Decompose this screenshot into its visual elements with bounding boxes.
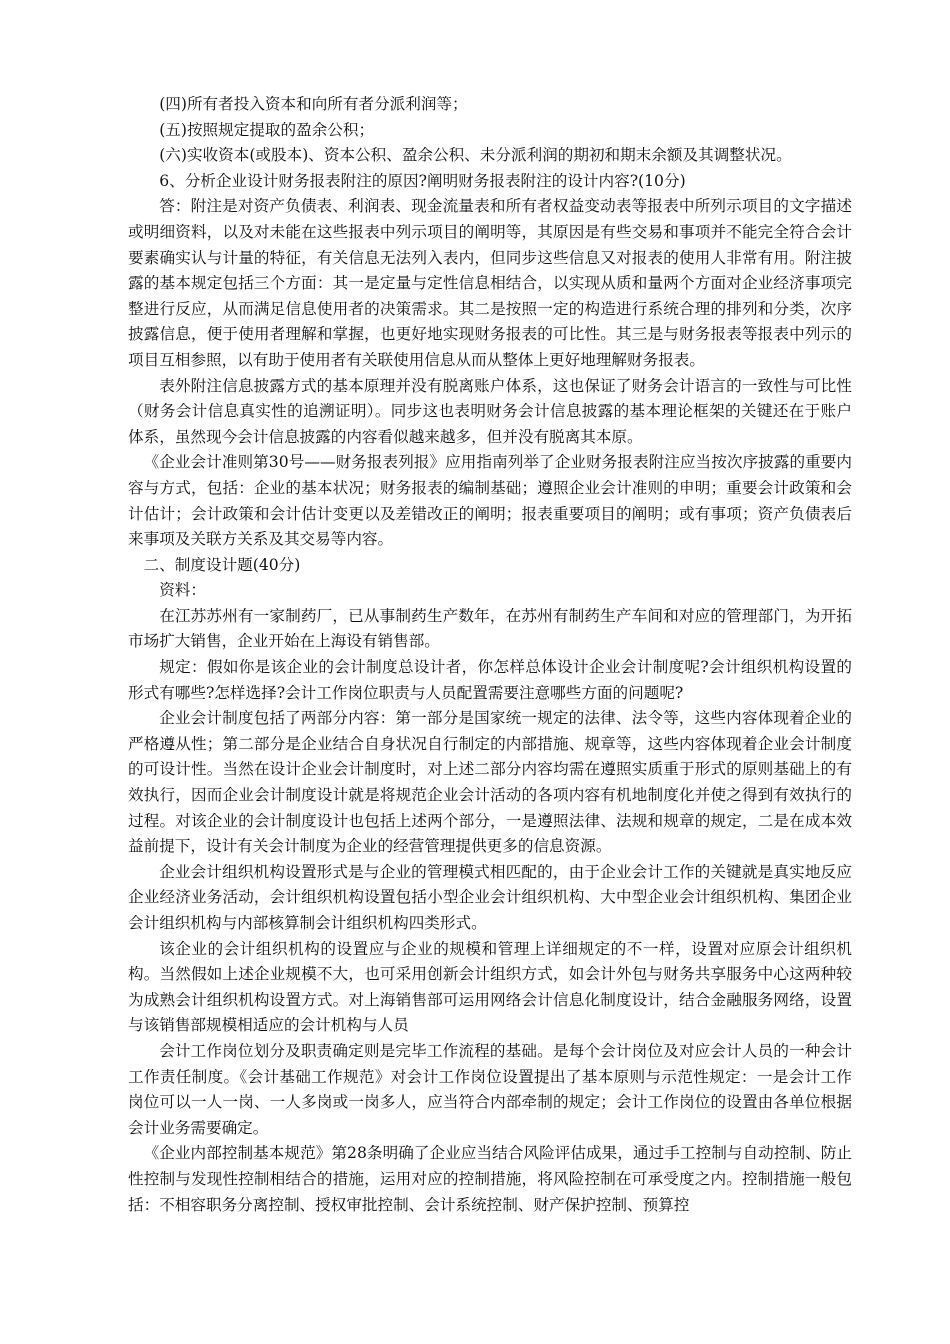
body-paragraph: 表外附注信息披露方式的基本原理并没有脱离账户体系，这也保证了财务会计语言的一致性与可比性（财务会计信息真实性的追溯证明）。同步这也表明财务会计信息披露的基本理论框架的关键还在于账户体系，虽然现今会计信息披露的内容看似越来越多，但并没有脱离其本原。 [128, 376, 852, 446]
list-item-5: (五)按照规定提取的盈余公积； [159, 120, 375, 139]
list-item-4: (四)所有者投入资本和向所有者分派利润等； [159, 95, 468, 113]
list-item-6: (六)实收资本(或股本)、资本公积、盈余公积、未分派利润的期初和期末余额及其调整状况。 [159, 146, 792, 165]
section-heading: 二、制度设计题(40分) [143, 555, 301, 574]
material-label: 资料： [159, 581, 206, 600]
body-paragraph: 企业会计组织机构设置形式是与企业的管理模式相匹配的，由于企业会计工作的关键就是真实地反应企业经济业务活动，会计组织机构设置包括小型企业会计组织机构、大中型企业会计组织机构、集团企业会计组织机构与内部核算制会计组织机构四类形式。 [128, 862, 852, 932]
body-paragraph: 该企业的会计组织机构的设置应与企业的规模和管理上详细规定的不一样，设置对应原会计组织机构。当然假如上述企业规模不大，也可采用创新会计组织方式，如会计外包与财务共享服务中心这两种较为成熟会计组织机构设置方式。对上海销售部可运用网络会计信息化制度设计，结合金融服务网络，设置与该销售部规模相适应的会计机构与人员 [128, 939, 852, 1035]
requirement-paragraph: 规定：假如你是该企业的会计制度总设计者，你怎样总体设计企业会计制度呢?会计组织机构设置的形式有哪些?怎样选择?会计工作岗位职责与人员配置需要注意哪些方面的问题呢? [128, 658, 852, 702]
body-paragraph: 《企业内部控制基本规范》第28条明确了企业应当结合风险评估成果，通过手工控制与自动控制、防止性控制与发现性控制相结合的措施，运用对应的控制措施，将风险控制在可承受度之内。控制措施一般包括：不相容职务分离控制、授权审批控制、会计系统控制、财产保护控制、预算控 [128, 1144, 852, 1214]
answer-paragraph: 答：附注是对资产负债表、利润表、现金流量表和所有者权益变动表等报表中所列示项目的文字描述或明细资料，以及对未能在这些报表中列示项目的阐明等，其原因是有些交易和事项并不能完全符合会计要素确实认与计量的特征，有关信息无法列入表内，但同步这些信息又对报表的使用人非常有用。附注披露的基本规定包括三个方面：其一是定量与定性信息相结合，以实现从质和量两个方面对企业经济事项完整进行反应，从而满足信息使用者的决策需求。其二是按照一定的构造进行系统合理的排列和分类，次序披露信息，便于使用者理解和掌握，也更好地实现财务报表的可比性。其三是与财务报表等报表中列示的项目互相参照，以有助于使用者有关联使用信息从而从整体上更好地理解财务报表。 [128, 197, 852, 369]
body-paragraph: 在江苏苏州有一家制药厂，已从事制药生产数年，在苏州有制药生产车间和对应的管理部门，为开拓市场扩大销售，企业开始在上海设有销售部。 [128, 606, 852, 651]
body-paragraph: 企业会计制度包括了两部分内容：第一部分是国家统一规定的法律、法令等，这些内容体现着企业的严格遵从性；第二部分是企业结合自身状况自行制定的内部措施、规章等，这些内容体现着企业会计制度的可设计性。当然在设计企业会计制度时，对上述二部分内容均需在遵照实质重于形式的原则基础上的有效执行，因而企业会计制度设计就是将规范企业会计活动的各项内容有机地制度化并使之得到有效执行的过程。对该企业的会计制度设计也包括上述两个部分，一是遵照法律、法规和规章的规定，二是在成本效益前提下，设计有关会计制度为企业的经营管理提供更多的信息资源。 [128, 709, 852, 856]
body-paragraph: 《企业会计准则第30号——财务报表列报》应用指南列举了企业财务报表附注应当按次序披露的重要内容与方式，包括：企业的基本状况；财务报表的编制基础；遵照企业会计准则的申明；重要会计政策和会计估计；会计政策和会计估计变更以及差错改正的阐明；报表重要项目的阐明；或有事项；资产负债表后来事项及关联方关系及其交易等内容。 [128, 453, 852, 549]
document-page [128, 92, 852, 1218]
question-6-heading: 6、分析企业设计财务报表附注的原因?阐明财务报表附注的设计内容?(10分) [159, 171, 686, 190]
body-paragraph: 会计工作岗位划分及职责确定则是完毕工作流程的基础。是每个会计岗位及对应会计人员的一种会计工作责任制度。《会计基础工作规范》对会计工作岗位设置提出了基本原则与示范性规定：一是会计工作岗位可以一人一岗、一人多岗或一岗多人，应当符合内部牵制的规定；会计工作岗位的设置由各单位根据会计业务需要确定。 [128, 1041, 852, 1137]
